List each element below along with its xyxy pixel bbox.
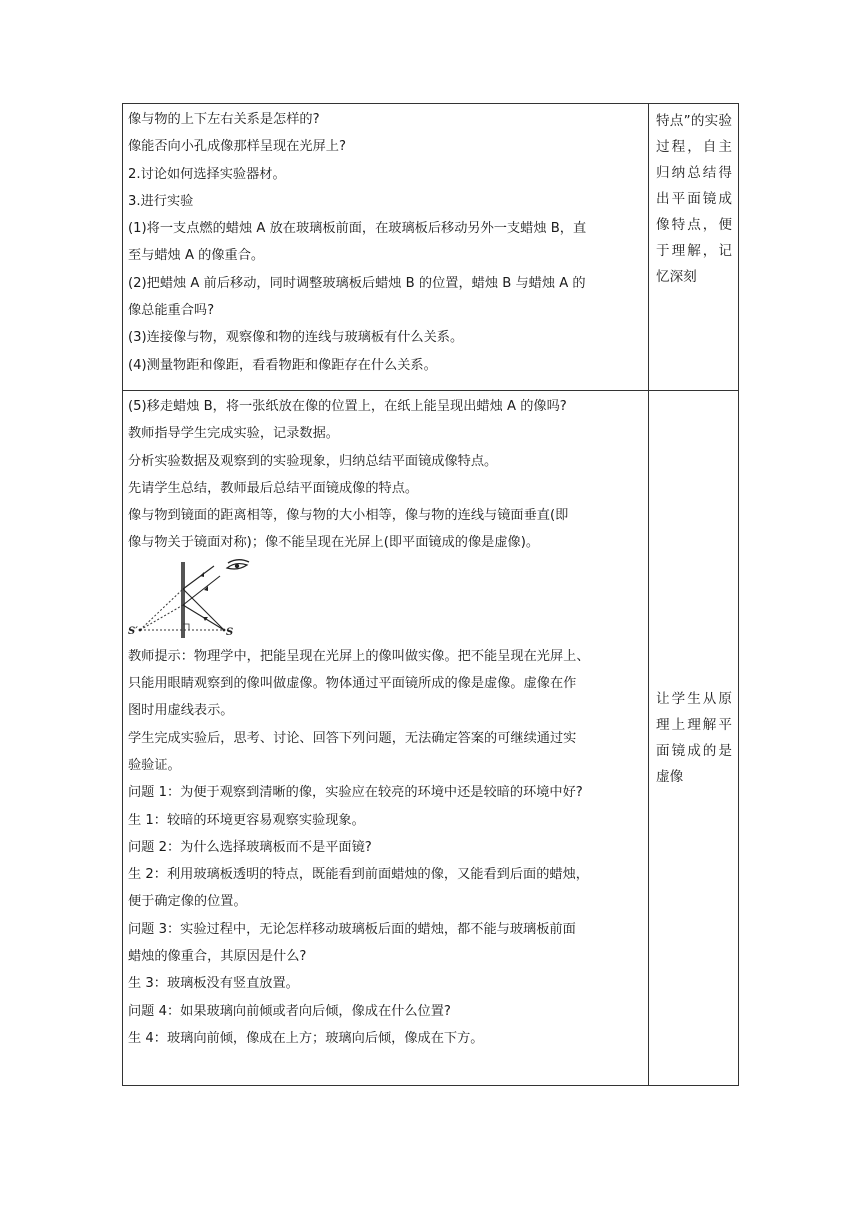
text-line: 只能用眼睛观察到的像叫做虚像。物体通过平面镜所成的像是虚像。虚像在作 <box>128 676 577 692</box>
image-point <box>139 628 142 631</box>
text-line: 图时用虚线表示。 <box>128 703 234 719</box>
text-line: 蜡烛的像重合，其原因是什么? <box>128 949 307 965</box>
eye-icon <box>227 560 249 569</box>
text-line: 问题 3：实验过程中，无论怎样移动玻璃板后面的蜡烛，都不能与玻璃板前面 <box>128 921 576 937</box>
object-label: S <box>226 626 234 638</box>
text-line: 问题 1：为便于观察到清晰的像，实验应在较亮的环境中还是较暗的环境中好? <box>128 785 583 801</box>
text-line: 学生完成实验后，思考、讨论、回答下列问题，无法确定答案的可继续通过实 <box>128 730 577 746</box>
text-line: 像与物的上下左右关系是怎样的? <box>128 112 320 127</box>
intent-cell <box>649 391 739 1086</box>
text-line: (3)连接像与物，观察像和物的连线与玻璃板有什么关系。 <box>128 330 464 346</box>
design-intent-text: 特点”的实验过程，自主归纳总结得出平面镜成像特点，便于理解，记忆深刻 <box>656 113 732 285</box>
process-cell <box>123 391 649 1086</box>
text-line: (1)将一支点燃的蜡烛 A 放在玻璃板前面，在玻璃板后移动另外一支蜡烛 B，直 <box>128 221 587 237</box>
text-line: 2.讨论如何选择实验器材。 <box>128 166 286 182</box>
virtual-ray <box>140 605 183 630</box>
text-line: 便于确定像的位置。 <box>128 894 247 910</box>
text-line: 教师提示：物理学中，把能呈现在光屏上的像叫做实像。把不能呈现在光屏上、 <box>128 648 590 664</box>
reflected-ray <box>183 576 220 605</box>
text-line: 生 2：利用玻璃板透明的特点，既能看到前面蜡烛的像，又能看到后面的蜡烛， <box>128 867 589 883</box>
text-line: (4)测量物距和像距，看看物距和像距存在什么关系。 <box>128 357 437 373</box>
virtual-ray <box>140 589 183 630</box>
text-line: 问题 2：为什么选择玻璃板而不是平面镜? <box>128 839 372 855</box>
process-cell <box>123 104 649 391</box>
reflected-ray <box>183 566 214 589</box>
text-line: 先请学生总结，教师最后总结平面镜成像的特点。 <box>128 480 419 496</box>
mirror <box>181 562 185 638</box>
image-label: S′ <box>128 625 138 637</box>
text-line: 生 1：较暗的环境更容易观察实验现象。 <box>128 812 365 828</box>
text-line: 像与物关于镜面对称)；像不能呈现在光屏上(即平面镜成的像是虚像)。 <box>128 535 540 551</box>
text-line: 生 3：玻璃板没有竖直放置。 <box>128 976 299 992</box>
object-point <box>223 628 226 631</box>
design-intent-text: 让学生从原理上理解平面镜成的是虚像 <box>656 691 732 785</box>
text-line: 问题 4：如果玻璃向前倾或者向后倾，像成在什么位置? <box>128 1003 451 1019</box>
process-content <box>123 104 648 381</box>
text-line: 3.进行实验 <box>128 193 194 209</box>
table-row <box>123 104 739 391</box>
text-line: 生 4：玻璃向前倾，像成在上方；玻璃向后倾，像成在下方。 <box>128 1030 484 1046</box>
text-line: 像与物到镜面的距离相等，像与物的大小相等，像与物的连线与镜面垂直(即 <box>128 508 569 524</box>
process-content <box>123 391 648 1054</box>
lesson-plan-table <box>122 103 739 1086</box>
text-line: 像能否向小孔成像那样呈现在光屏上? <box>128 139 346 155</box>
text-line: (2)把蜡烛 A 前后移动，同时调整玻璃板后蜡烛 B 的位置，蜡烛 B 与蜡烛 A 的 <box>128 275 586 291</box>
text-line: (5)移走蜡烛 B，将一张纸放在像的位置上，在纸上能呈现出蜡烛 A 的像吗? <box>128 399 567 414</box>
text-line: 像总能重合吗? <box>128 303 215 319</box>
text-line: 至与蜡烛 A 的像重合。 <box>128 248 265 264</box>
text-line: 分析实验数据及观察到的实验现象，归纳总结平面镜成像特点。 <box>128 453 498 469</box>
plane-mirror-diagram <box>128 559 258 641</box>
text-line: 验验证。 <box>128 757 181 773</box>
intent-cell <box>649 104 739 391</box>
text-line: 教师指导学生完成实验，记录数据。 <box>128 426 339 442</box>
table-row <box>123 391 739 1086</box>
